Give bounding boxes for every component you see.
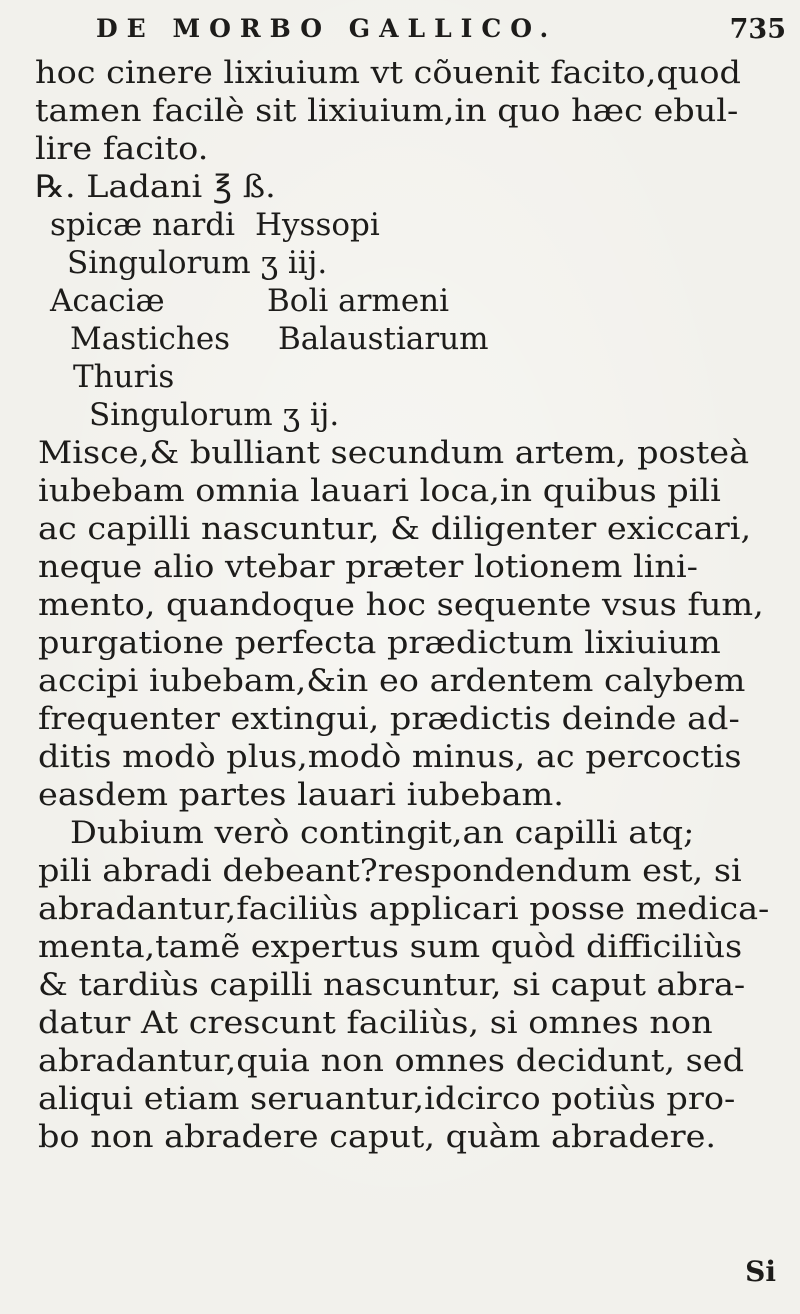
recipe-quantity: Singulorum ʒ ij.	[89, 397, 340, 433]
text-line: ditis modò plus,modò minus, ac percoctis	[38, 739, 742, 775]
text-line: Misce,& bulliant secundum artem, posteà	[38, 435, 750, 471]
text-line: abradantur,quia non omnes decidunt, sed	[38, 1043, 745, 1079]
text-line: datur At crescunt faciliùs, si omnes non	[38, 1005, 713, 1041]
text-line: Dubium verò contingit,an capilli atq;	[70, 815, 695, 851]
text-line: menta,tamẽ expertus sum quòd difficiliùs	[38, 929, 743, 965]
recipe-ingredient: spicæ nardi	[50, 207, 236, 243]
recipe-ingredient: Acaciæ	[50, 283, 165, 319]
text-line: ac capilli nascuntur, & diligenter exiccari,	[38, 511, 752, 547]
recipe-ingredient: Mastiches	[70, 321, 231, 357]
recipe-ingredient: Balaustiarum	[278, 321, 489, 357]
text-line: hoc cinere lixiuium vt cõuenit facito,quod	[35, 55, 741, 91]
text-line: tamen facilè sit lixiuium,in quo hæc ebul-	[35, 93, 739, 129]
text-line: purgatione perfecta prædictum lixiuium	[38, 625, 721, 661]
text-line: & tardiùs capilli nascuntur, si caput abra-	[38, 967, 746, 1003]
recipe-ingredient: Hyssopi	[255, 207, 380, 243]
text-line: abradantur,faciliùs applicari posse medica-	[38, 891, 770, 927]
text-line: accipi iubebam,&in eo ardentem calybem	[38, 663, 746, 699]
text-line: frequenter extingui, prædictis deinde ad-	[38, 701, 740, 737]
running-title: DE MORBO GALLICO.	[96, 14, 558, 43]
recipe-rx-line: ℞. Ladani ℥ ß.	[35, 169, 276, 205]
recipe-ingredient: Boli armeni	[267, 283, 450, 319]
text-line: mento, quandoque hoc sequente vsus fum,	[38, 587, 764, 623]
text-line: aliqui etiam seruantur,idcirco potiùs pro-	[38, 1081, 736, 1117]
text-line: lire facito.	[35, 131, 209, 167]
text-line: pili abradi debeant?respondendum est, si	[38, 853, 742, 889]
recipe-quantity: Singulorum ʒ iij.	[67, 245, 328, 281]
recipe-ingredient: Thuris	[73, 359, 175, 395]
catchword: Si	[745, 1255, 776, 1288]
text-line: iubebam omnia lauari loca,in quibus pili	[38, 473, 721, 509]
text-line: easdem partes lauari iubebam.	[38, 777, 564, 813]
text-line: neque alio vtebar præter lotionem lini-	[38, 549, 698, 585]
page-number: 735	[729, 14, 786, 45]
running-head	[96, 14, 786, 50]
text-line: bo non abradere caput, quàm abradere.	[38, 1119, 717, 1155]
